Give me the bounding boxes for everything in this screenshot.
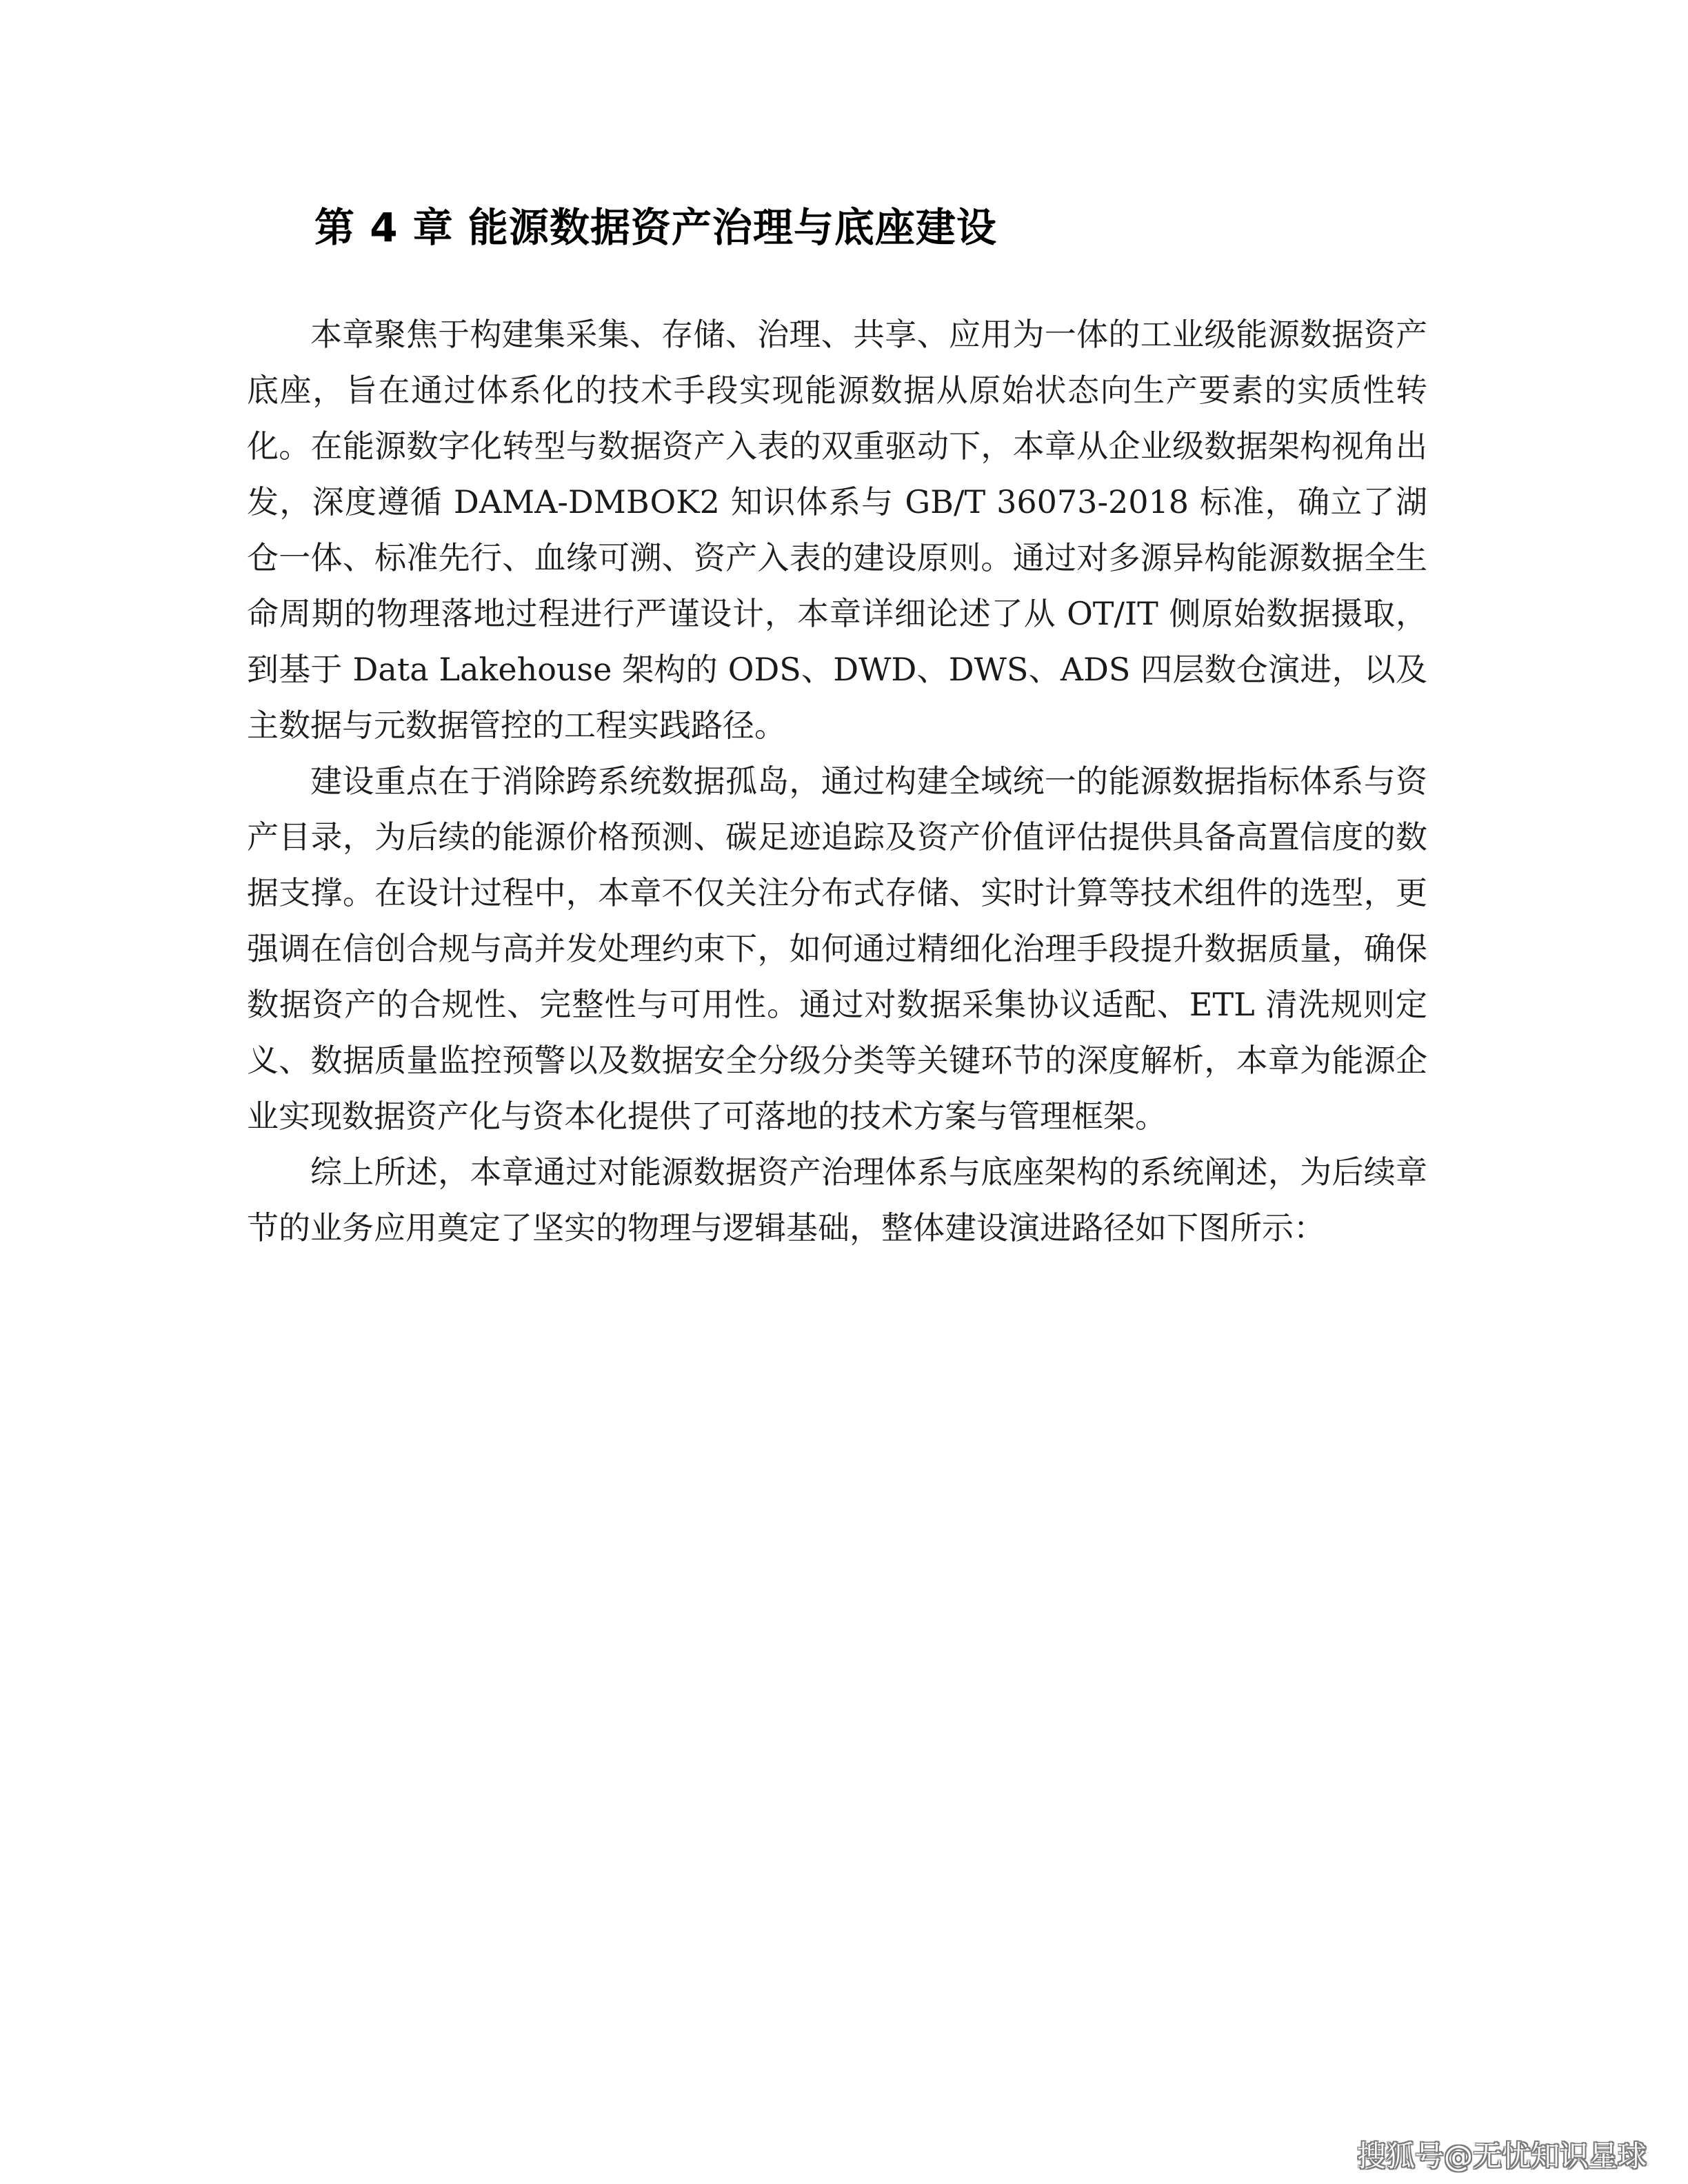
chapter-title: 第 4 章 能源数据资产治理与底座建设 [314, 204, 997, 251]
chapter-body [247, 307, 1427, 1256]
paragraph-construction-focus: 建设重点在于消除跨系统数据孤岛，通过构建全域统一的能源数据指标体系与资产目录，为后续的能源价格预测、碳足迹追踪及资产价值评估提供具备高置信度的数据支撑。在设计过程中，本章不仅关注分布式存储、实时计算等技术组件的选型，更强调在信创合规与高并发处理约束下，如何通过精细化治理手段提升数据质量，确保数据资产的合规性、完整性与可用性。通过对数据采集协议适配、ETL 清洗规则定义、数据质量监控预警以及数据安全分级分类等关键环节的深度解析，本章为能源企业实现数据资产化与资本化提供了可落地的技术方案与管理框架。 [247, 762, 1427, 1135]
paragraph-intro: 本章聚焦于构建集采集、存储、治理、共享、应用为一体的工业级能源数据资产底座，旨在通过体系化的技术手段实现能源数据从原始状态向生产要素的实质性转化。在能源数字化转型与数据资产入表的双重驱动下，本章从企业级数据架构视角出发，深度遵循 DAMA-DMBOK2 知识体系与 GB/T 36073-2018 标准，确立了湖仓一体、标准先行、血缘可溯、资产入表的建设原则。通过对多源异构能源数据全生命周期的物理落地过程进行严谨设计，本章详细论述了从 OT/IT 侧原始数据摄取，到基于 Data Lakehouse 架构的 ODS、DWD、DWS、ADS 四层数仓演进，以及主数据与元数据管控的工程实践路径。 [247, 316, 1427, 744]
paragraph-summary: 综上所述，本章通过对能源数据资产治理体系与底座架构的系统阐述，为后续章节的业务应用奠定了坚实的物理与逻辑基础，整体建设演进路径如下图所示： [247, 1153, 1427, 1246]
watermark-text: 搜狐号@无忧知识星球 [1356, 2139, 1647, 2173]
